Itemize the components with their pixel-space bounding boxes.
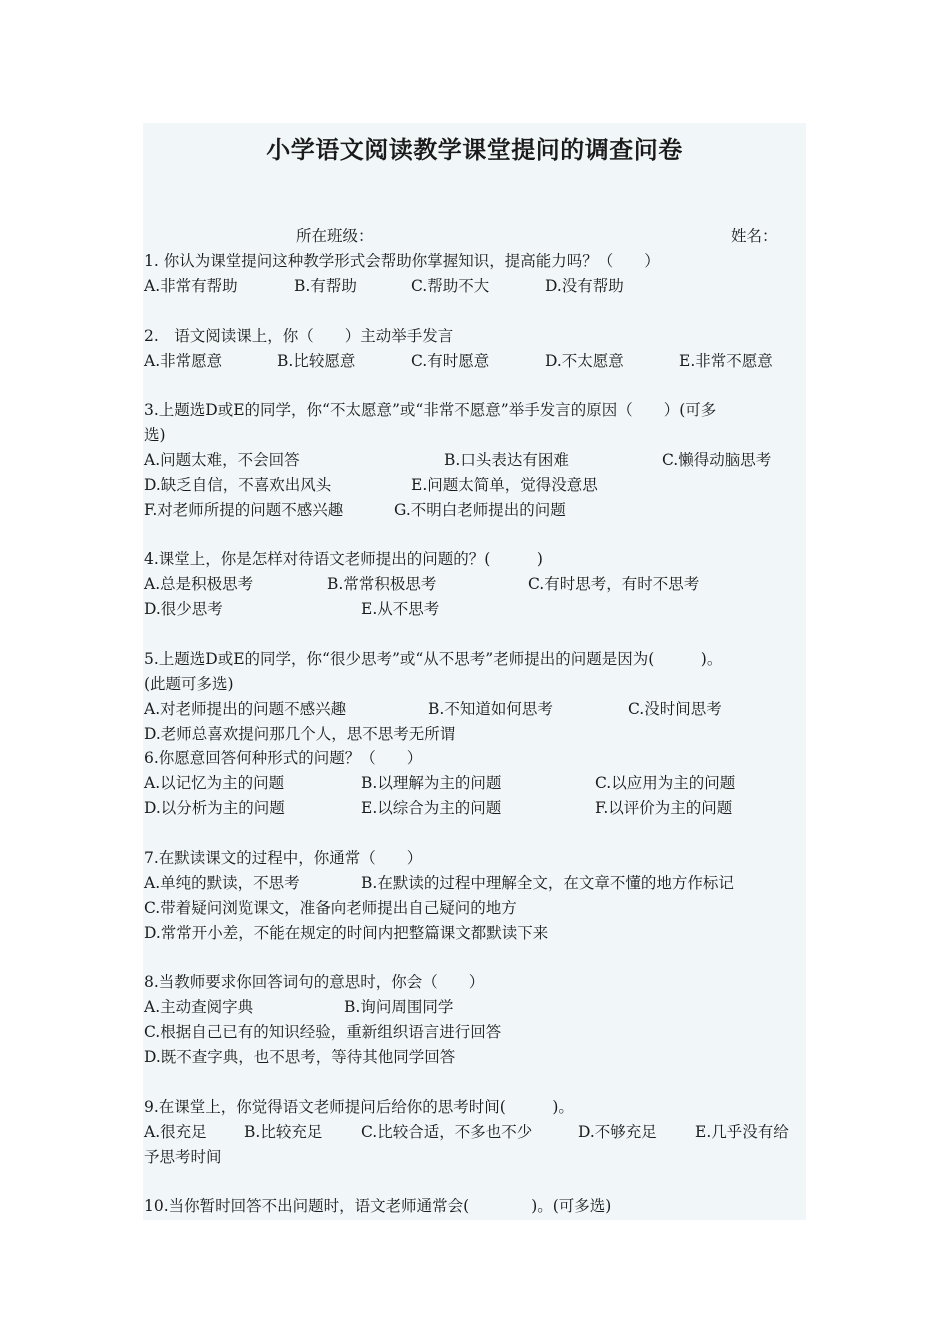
question-2: 2. 语文阅读课上，你（ ）主动举手发言 xyxy=(144,327,454,345)
option: A.主动查阅字典 xyxy=(144,998,254,1016)
option: A.总是积极思考 xyxy=(144,575,254,593)
option: E.从不思考 xyxy=(361,600,440,618)
option: B.以理解为主的问题 xyxy=(361,774,502,792)
option: D.常常开小差，不能在规定的时间内把整篇课文都默读下来 xyxy=(144,924,549,942)
option: D.以分析为主的问题 xyxy=(144,799,285,817)
option: D.缺乏自信，不喜欢出风头 xyxy=(144,476,332,494)
question-5: 5.上题选D或E的同学，你“很少思考”或“从不思考”老师提出的问题是因为( )。 xyxy=(144,650,723,668)
name-label: 姓名： xyxy=(731,227,778,245)
page-title: 小学语文阅读教学课堂提问的调查问卷 xyxy=(266,135,683,164)
question-7: 7.在默读课文的过程中，你通常（ ） xyxy=(144,849,423,867)
question-9: 9.在课堂上，你觉得语文老师提问后给你的思考时间( )。 xyxy=(144,1098,574,1116)
option: D.既不查字典，也不思考，等待其他同学回答 xyxy=(144,1048,456,1066)
option: A.问题太难，不会回答 xyxy=(144,451,300,469)
option: B.比较充足 xyxy=(244,1123,323,1141)
question-8: 8.当教师要求你回答词句的意思时，你会（ ） xyxy=(144,973,485,991)
option: E.以综合为主的问题 xyxy=(361,799,502,817)
option: C.比较合适，不多也不少 xyxy=(361,1123,533,1141)
question-3-cont: 选) xyxy=(144,426,166,444)
option: B.不知道如何思考 xyxy=(428,700,553,718)
option: A.以记忆为主的问题 xyxy=(144,774,285,792)
option: D.不够充足 xyxy=(578,1123,657,1141)
option: A.很充足 xyxy=(144,1123,207,1141)
option: D.没有帮助 xyxy=(545,277,624,295)
question-3: 3.上题选D或E的同学，你“不太愿意”或“非常不愿意”举手发言的原因（ ）(可多 xyxy=(144,401,717,419)
option: B.比较愿意 xyxy=(277,352,356,370)
question-4: 4.课堂上，你是怎样对待语文老师提出的问题的？( ) xyxy=(144,550,543,568)
option: C.帮助不大 xyxy=(411,277,490,295)
option: C.根据自己已有的知识经验，重新组织语言进行回答 xyxy=(144,1023,502,1041)
option: A.单纯的默读，不思考 xyxy=(144,874,300,892)
option-cont: 予思考时间 xyxy=(144,1148,222,1166)
option: C.以应用为主的问题 xyxy=(595,774,736,792)
class-label: 所在班级： xyxy=(296,227,374,245)
option: C.懒得动脑思考 xyxy=(662,451,772,469)
question-10: 10.当你暂时回答不出问题时，语文老师通常会( )。(可多选) xyxy=(144,1197,612,1215)
option: E.几乎没有给 xyxy=(695,1123,789,1141)
option: D.老师总喜欢提问那几个人，思不思考无所谓 xyxy=(144,725,456,743)
option: B.询问周围同学 xyxy=(344,998,454,1016)
option: B.口头表达有困难 xyxy=(444,451,569,469)
option: E.非常不愿意 xyxy=(679,352,773,370)
option: D.很少思考 xyxy=(144,600,223,618)
option: B.常常积极思考 xyxy=(327,575,437,593)
option: B.有帮助 xyxy=(294,277,357,295)
option: G.不明白老师提出的问题 xyxy=(394,501,566,519)
option: C.没时间思考 xyxy=(628,700,722,718)
option: C.带着疑问浏览课文，准备向老师提出自己疑问的地方 xyxy=(144,899,517,917)
question-6: 6.你愿意回答何种形式的问题？（ ） xyxy=(144,749,423,767)
option: D.不太愿意 xyxy=(545,352,624,370)
option: F.以评价为主的问题 xyxy=(595,799,733,817)
question-1: 1. 你认为课堂提问这种教学形式会帮助你掌握知识，提高能力吗？（ ） xyxy=(144,252,660,270)
option: C.有时思考，有时不思考 xyxy=(528,575,700,593)
option: A.非常有帮助 xyxy=(144,277,238,295)
option: A.非常愿意 xyxy=(144,352,223,370)
option: B.在默读的过程中理解全文，在文章不懂的地方作标记 xyxy=(361,874,734,892)
option: A.对老师提出的问题不感兴趣 xyxy=(144,700,347,718)
option: F.对老师所提的问题不感兴趣 xyxy=(144,501,344,519)
option: E.问题太简单，觉得没意思 xyxy=(411,476,598,494)
option: C.有时愿意 xyxy=(411,352,490,370)
question-5-cont: (此题可多选) xyxy=(144,675,234,693)
